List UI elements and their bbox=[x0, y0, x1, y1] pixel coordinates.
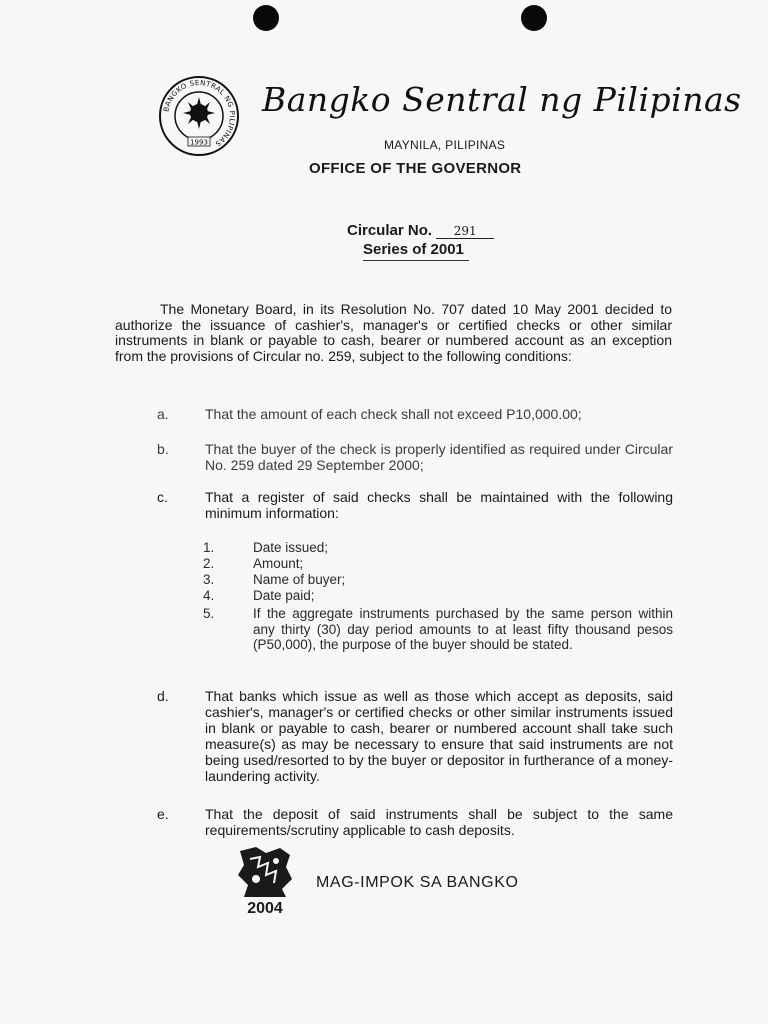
condition-text: That a register of said checks shall be maintained with the following minimum information: bbox=[205, 489, 673, 521]
condition-letter: e. bbox=[157, 806, 169, 822]
condition-text: That the buyer of the check is properly identified as required under Circular No. 259 dated 29 September 2000; bbox=[205, 441, 673, 473]
seal-ring-text: BANGKO SENTRAL NG PILIPINAS bbox=[162, 78, 237, 148]
condition-letter: b. bbox=[157, 441, 169, 457]
savings-year-logo bbox=[236, 845, 294, 917]
punch-hole-left bbox=[253, 5, 279, 31]
punch-hole-right bbox=[521, 5, 547, 31]
intro-paragraph: The Monetary Board, in its Resolution No. 707 dated 10 May 2001 decided to authorize the issuance of cashier's, manager's or certified checks or other similar instruments in blank or payable to cash, bearer or numbered account as an exception from the provisions of Circular no. 259, subject to the following conditions: bbox=[115, 301, 672, 364]
motto-text: MAG-IMPOK SA BANGKO bbox=[316, 874, 519, 891]
bank-name: Bangko Sentral ng Pilipinas bbox=[262, 80, 742, 119]
bsp-seal-logo bbox=[158, 75, 240, 157]
register-item-text: If the aggregate instruments purchased by the same person within any thirty (30) day period amounts to at least fifty thousand pesos (P50,000), the purpose of the buyer should be stated. bbox=[253, 606, 673, 652]
circular-label: Circular No. bbox=[347, 222, 433, 239]
seal-year: 1993 bbox=[190, 138, 208, 147]
register-item-text: Date paid; bbox=[253, 588, 315, 603]
register-item-number: 1. bbox=[203, 540, 215, 555]
condition-letter: d. bbox=[157, 688, 169, 704]
register-item-number: 5. bbox=[203, 606, 215, 621]
condition-letter: a. bbox=[157, 406, 169, 422]
condition-letter: c. bbox=[157, 489, 168, 505]
register-item-text: Date issued; bbox=[253, 540, 329, 555]
register-item-number: 3. bbox=[203, 572, 215, 587]
condition-text: That the deposit of said instruments shall be subject to the same requirements/scrutiny applicable to cash deposits. bbox=[205, 806, 673, 838]
series-underline bbox=[363, 260, 469, 261]
circular-number-line bbox=[347, 222, 494, 239]
city-line: MAYNILA, PILIPINAS bbox=[384, 138, 506, 152]
register-item-text: Amount; bbox=[253, 556, 304, 571]
condition-text: That banks which issue as well as those which accept as deposits, said cashier's, manager's or certified checks or other similar instruments issued in blank or payable to cash, bearer or numbered account shall take such measure(s) as may be necessary to ensure that said instruments are not being used/resorted to by the buyer or depositor in furtherance of a money-laundering activity. bbox=[205, 688, 673, 784]
logo-year: 2004 bbox=[247, 900, 283, 917]
condition-text: That the amount of each check shall not exceed P10,000.00; bbox=[205, 406, 582, 422]
series-line: Series of 2001 bbox=[363, 241, 464, 258]
office-title: OFFICE OF THE GOVERNOR bbox=[309, 160, 522, 177]
register-item-text: Name of buyer; bbox=[253, 572, 346, 587]
register-item-number: 4. bbox=[203, 588, 215, 603]
register-item-number: 2. bbox=[203, 556, 215, 571]
circular-number: 291 bbox=[436, 224, 494, 239]
